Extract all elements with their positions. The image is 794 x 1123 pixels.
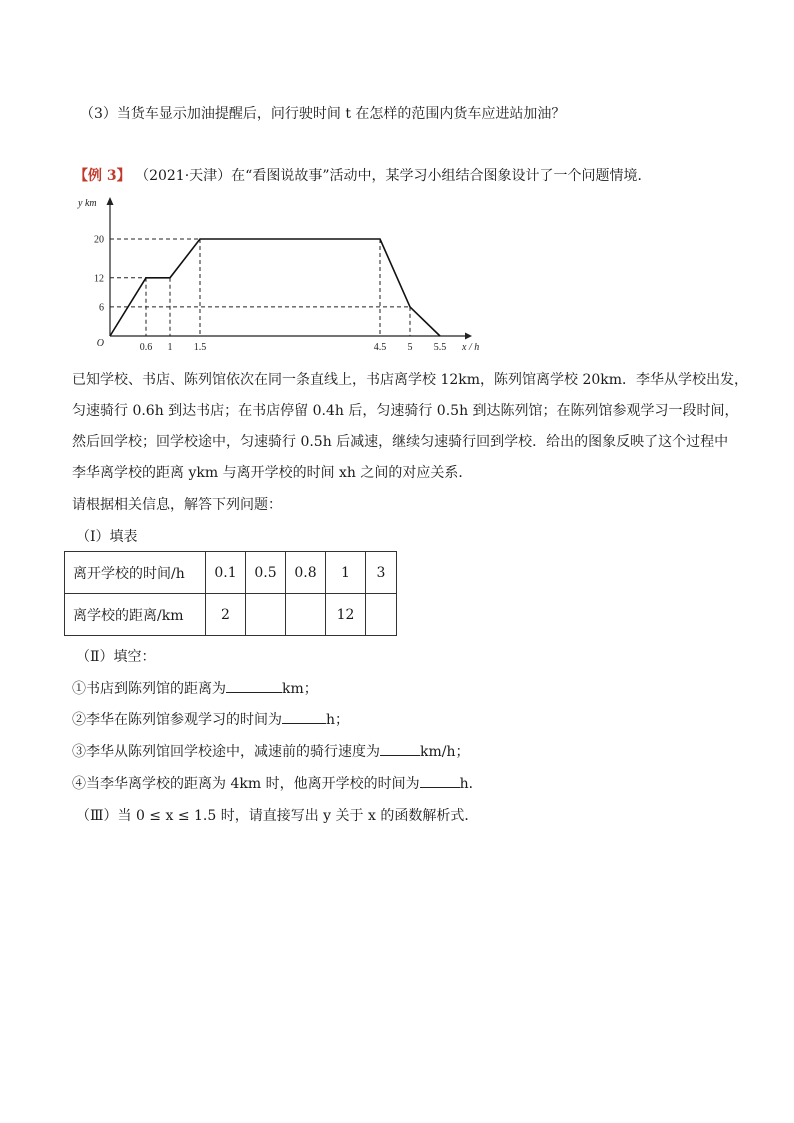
table-cell: 1 — [326, 552, 366, 594]
x-tick-label: 1 — [167, 342, 173, 353]
example-tag: 【例 3】 — [74, 168, 131, 184]
intro-line-1: 已知学校、书店、陈列馆依次在同一条直线上，书店离学校 12km，陈列馆离学校 20km．李华从学校出发， — [72, 372, 749, 388]
x-tick-label: 0.6 — [139, 342, 153, 353]
table-cell: 2 — [206, 594, 246, 636]
fill-text: ③李华从陈列馆回学校途中，减速前的骑行速度为 — [72, 744, 380, 760]
table-cell: 0.5 — [246, 552, 286, 594]
table-cell-blank — [366, 594, 397, 636]
fill-item-1 — [72, 678, 318, 698]
y-tick-label: 20 — [94, 234, 104, 246]
y-tick-label: 6 — [99, 302, 104, 314]
fill-table — [64, 551, 397, 636]
example-heading — [74, 165, 651, 185]
fill-unit: km； — [282, 681, 318, 697]
fill-item-3 — [72, 741, 470, 761]
question-3: （3）当货车显示加油提醒后，问行驶时间 t 在怎样的范围内货车应进站加油？ — [80, 106, 566, 122]
fill-item-4 — [72, 773, 483, 793]
example-source: （2021·天津）在“看图说故事”活动中，某学习小组结合图象设计了一个问题情境． — [135, 168, 652, 184]
x-axis-arrow — [465, 333, 472, 340]
table-cell: 0.1 — [206, 552, 246, 594]
intro-line-3: 然后回学校；回学校途中，匀速骑行 0.5h 后减速，继续匀速骑行回到学校．给出的图象反映了这个过程中 — [72, 434, 729, 450]
part-3-question: （Ⅲ）当 0 ≤ x ≤ 1.5 时，请直接写出 y 关于 x 的函数解析式． — [76, 808, 479, 824]
table-cell: 12 — [326, 594, 366, 636]
table-cell: 3 — [366, 552, 397, 594]
distance-time-chart — [70, 192, 480, 357]
y-axis-label: y km — [78, 198, 97, 209]
x-axis-label: x / h — [462, 342, 480, 353]
table-row-label: 离开学校的时间/h — [65, 552, 206, 594]
table-row — [65, 552, 397, 594]
fill-unit: h． — [459, 776, 483, 792]
fill-unit: km/h； — [420, 744, 470, 760]
intro-line-4: 李华离学校的距离 ykm 与离开学校的时间 xh 之间的对应关系． — [72, 465, 473, 481]
fill-text: ④当李华离学校的距离为 4km 时，他离开学校的时间为 — [72, 776, 420, 792]
prompt: 请根据相关信息，解答下列问题： — [72, 497, 282, 513]
x-tick-label: 5.5 — [433, 342, 447, 353]
answer-blank — [380, 743, 420, 756]
table-cell-blank — [286, 594, 326, 636]
x-tick-label: 4.5 — [373, 342, 387, 353]
table-row-label: 离学校的距离/km — [65, 594, 206, 636]
intro-line-2: 匀速骑行 0.6h 到达书店；在书店停留 0.4h 后，匀速骑行 0.5h 到达陈列馆；在陈列馆参观学习一段时间， — [72, 403, 739, 419]
table-row — [65, 594, 397, 636]
answer-blank — [282, 711, 326, 724]
origin-label: O — [96, 338, 104, 349]
x-tick-label: 1.5 — [193, 342, 207, 353]
fill-unit: h； — [326, 712, 350, 728]
fill-text: ②李华在陈列馆参观学习的时间为 — [72, 712, 282, 728]
fill-text: ①书店到陈列馆的距离为 — [72, 681, 226, 697]
y-tick-label: 12 — [94, 273, 104, 285]
answer-blank — [226, 680, 282, 693]
x-tick-label: 5 — [407, 342, 413, 353]
series-line — [110, 239, 440, 336]
fill-item-2 — [72, 709, 349, 729]
part-2-heading: （Ⅱ）填空： — [76, 649, 156, 665]
table-cell-blank — [246, 594, 286, 636]
answer-blank — [420, 775, 460, 788]
y-axis-arrow — [107, 197, 114, 205]
table-cell: 0.8 — [286, 552, 326, 594]
part-1-heading: （Ⅰ）填表 — [76, 529, 138, 545]
